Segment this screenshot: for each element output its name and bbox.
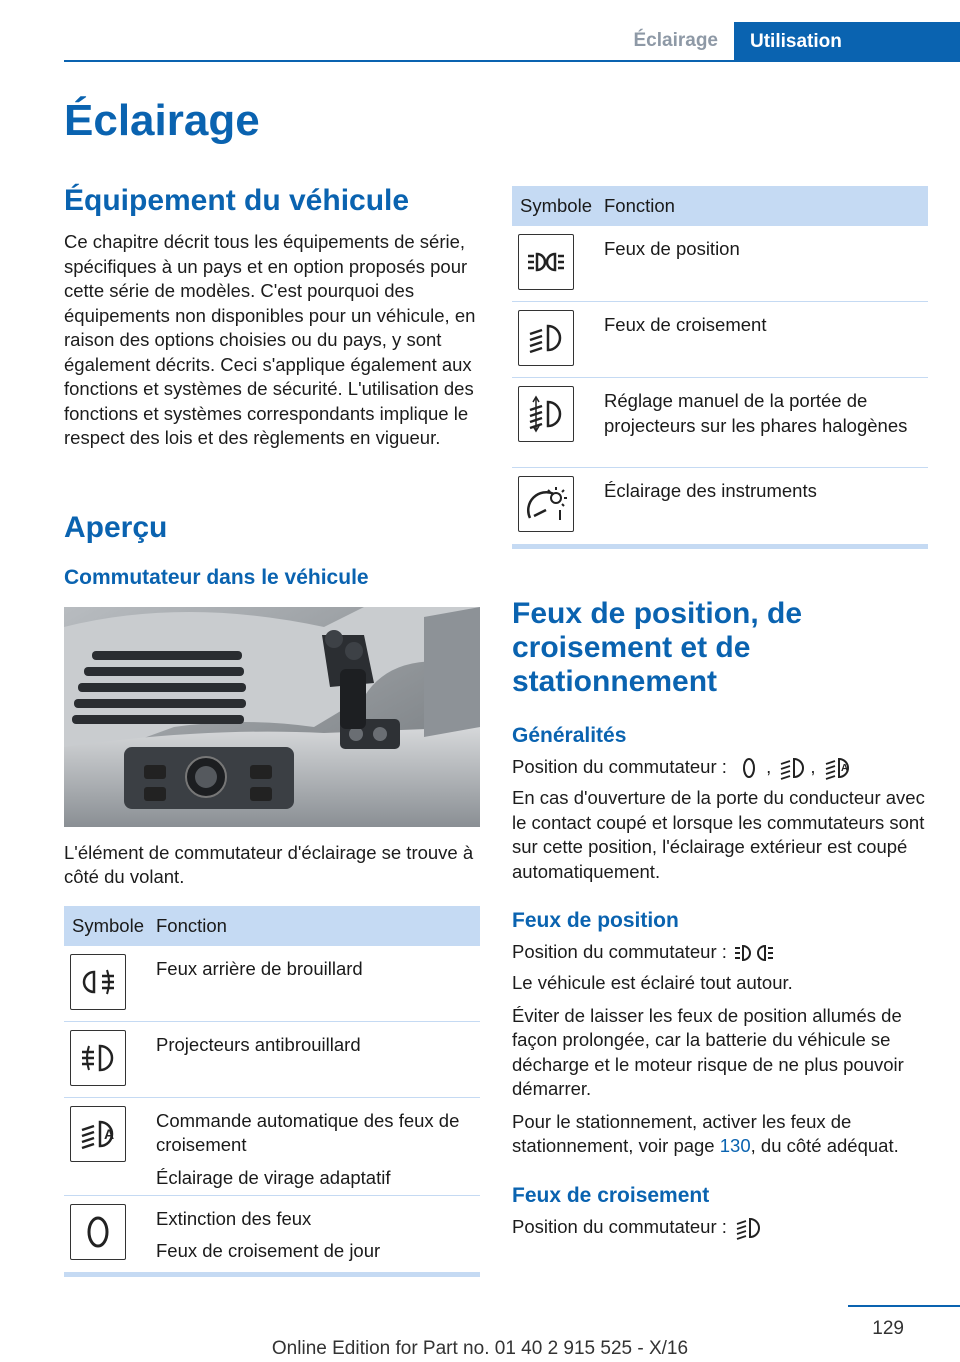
auto-low-beam-icon [70, 1106, 126, 1162]
table-row [64, 946, 480, 1022]
low-beam-switch-line [512, 1215, 928, 1240]
row-text: Projecteurs antibrouillard [156, 1033, 361, 1055]
switch-label: Position du commutateur : [512, 941, 727, 963]
row-text: Feux de position [604, 238, 740, 259]
auto-low-beam-icon [823, 756, 853, 780]
low-beam-icon [518, 310, 574, 366]
photo-caption: L'élément de commutateur d'éclairage se trouve à côté du volant. [64, 841, 474, 887]
header-section: Éclairage [633, 30, 718, 51]
col-symbol: Symbole [72, 914, 144, 936]
footer-rule [848, 1305, 960, 1307]
separator: , [810, 756, 816, 777]
p3-after: , du côté adéquat. [750, 1135, 899, 1157]
equipment-heading: Équipement du véhicule [64, 184, 410, 217]
parking-light-icon [734, 941, 774, 965]
row-subtext: Éclairage de virage adaptatif [156, 1166, 391, 1188]
table-row [64, 1098, 480, 1196]
general-body: En cas d'ouverture de la porte du conducteur avec le contact coupé et lorsque les commutateurs sont sur cette position, l'éclairage extérieur est coupé automatiquement. [512, 787, 925, 882]
svg-text:A: A [104, 1125, 115, 1142]
general-heading: Généralités [512, 724, 627, 747]
table-left-end-rule [64, 1272, 480, 1277]
left-column [64, 184, 480, 1277]
parking-light-icon [518, 234, 574, 290]
row-text: Feux arrière de brouillard [156, 957, 363, 979]
lights-off-icon [734, 756, 764, 780]
table-row [512, 226, 928, 302]
row-text: Feux de croisement [604, 314, 767, 335]
low-beam-icon [734, 1216, 764, 1240]
col-function: Fonction [604, 195, 675, 216]
lights-off-icon [70, 1204, 126, 1260]
table-left [64, 906, 480, 1277]
overview-subheading: Commutateur dans le véhicule [64, 565, 369, 589]
col-function: Fonction [156, 914, 227, 936]
page-number: 129 [872, 1318, 904, 1339]
svg-text:A: A [840, 763, 848, 775]
table-right-header [512, 186, 928, 226]
p3-before: Pour le stationnement, activer les feux de stationnement, voir page [512, 1110, 852, 1157]
right-column [512, 186, 928, 1240]
col-symbol: Symbole [520, 195, 592, 216]
table-row [512, 302, 928, 378]
table-row [512, 378, 928, 468]
edition-footer: Online Edition for Part no. 01 40 2 915 525 - X/16 [271, 1338, 689, 1359]
position-switch-line [512, 940, 928, 965]
overview-heading: Aperçu [64, 510, 168, 544]
header-chapter-tab: Utilisation [734, 22, 960, 62]
row-text: Éclairage des instruments [604, 480, 817, 501]
page-link-130[interactable]: 130 [719, 1135, 751, 1157]
page-header [0, 22, 960, 62]
row-text: Extinction des feux [156, 1207, 312, 1229]
rear-fog-light-icon [70, 954, 126, 1010]
table-row [64, 1196, 480, 1272]
row-text: Réglage manuel de la portée de projecteurs sur les phares halogènes [604, 390, 908, 436]
row-subtext: Feux de croisement de jour [156, 1240, 381, 1261]
table-right [512, 186, 928, 549]
low-beam-heading: Feux de croisement [512, 1183, 710, 1207]
switch-label: Position du commutateur : [512, 1215, 727, 1237]
general-switch-line [512, 755, 928, 780]
page-title: Éclairage [64, 96, 260, 145]
table-left-header [64, 906, 480, 946]
header-rule [64, 60, 960, 62]
parking-heading: Feux de position, de croisement et de stationnement [512, 597, 803, 698]
switch-photo [64, 607, 480, 827]
instrument-lighting-icon [518, 476, 574, 532]
front-fog-light-icon [70, 1030, 126, 1086]
position-p2: Éviter de laisser les feux de position allumés de façon prolongée, car la batterie du véhicule se décharge et le moteur risque de ne plus pouvoir démarrer. [512, 1004, 904, 1100]
switch-label: Position du commutateur : [512, 756, 727, 777]
table-row [64, 1022, 480, 1098]
position-p1: Le véhicule est éclairé tout autour. [512, 972, 793, 994]
separator: , [766, 756, 772, 777]
position-p3 [512, 1110, 928, 1159]
position-lights-heading: Feux de position [512, 909, 679, 933]
table-row [512, 468, 928, 544]
table-right-end-rule [512, 544, 928, 549]
headlight-range-icon [518, 386, 574, 442]
row-text: Commande automatique des feux de croisement [156, 1109, 460, 1155]
low-beam-icon [778, 756, 808, 780]
equipment-body: Ce chapitre décrit tous les équipements de série, spécifiques à un pays et en option proposés pour cette série de modèles. C'est pourquoi des équipements non disponibles pour un véhicule, en raison des options choisies ou du pays, y sont également décrits. Ceci s'applique également aux fonctions et systèmes de sécurité. L'utilisation des fonctions et systèmes correspondants implique le respect des lois et des règlements en vigueur. [64, 231, 476, 448]
